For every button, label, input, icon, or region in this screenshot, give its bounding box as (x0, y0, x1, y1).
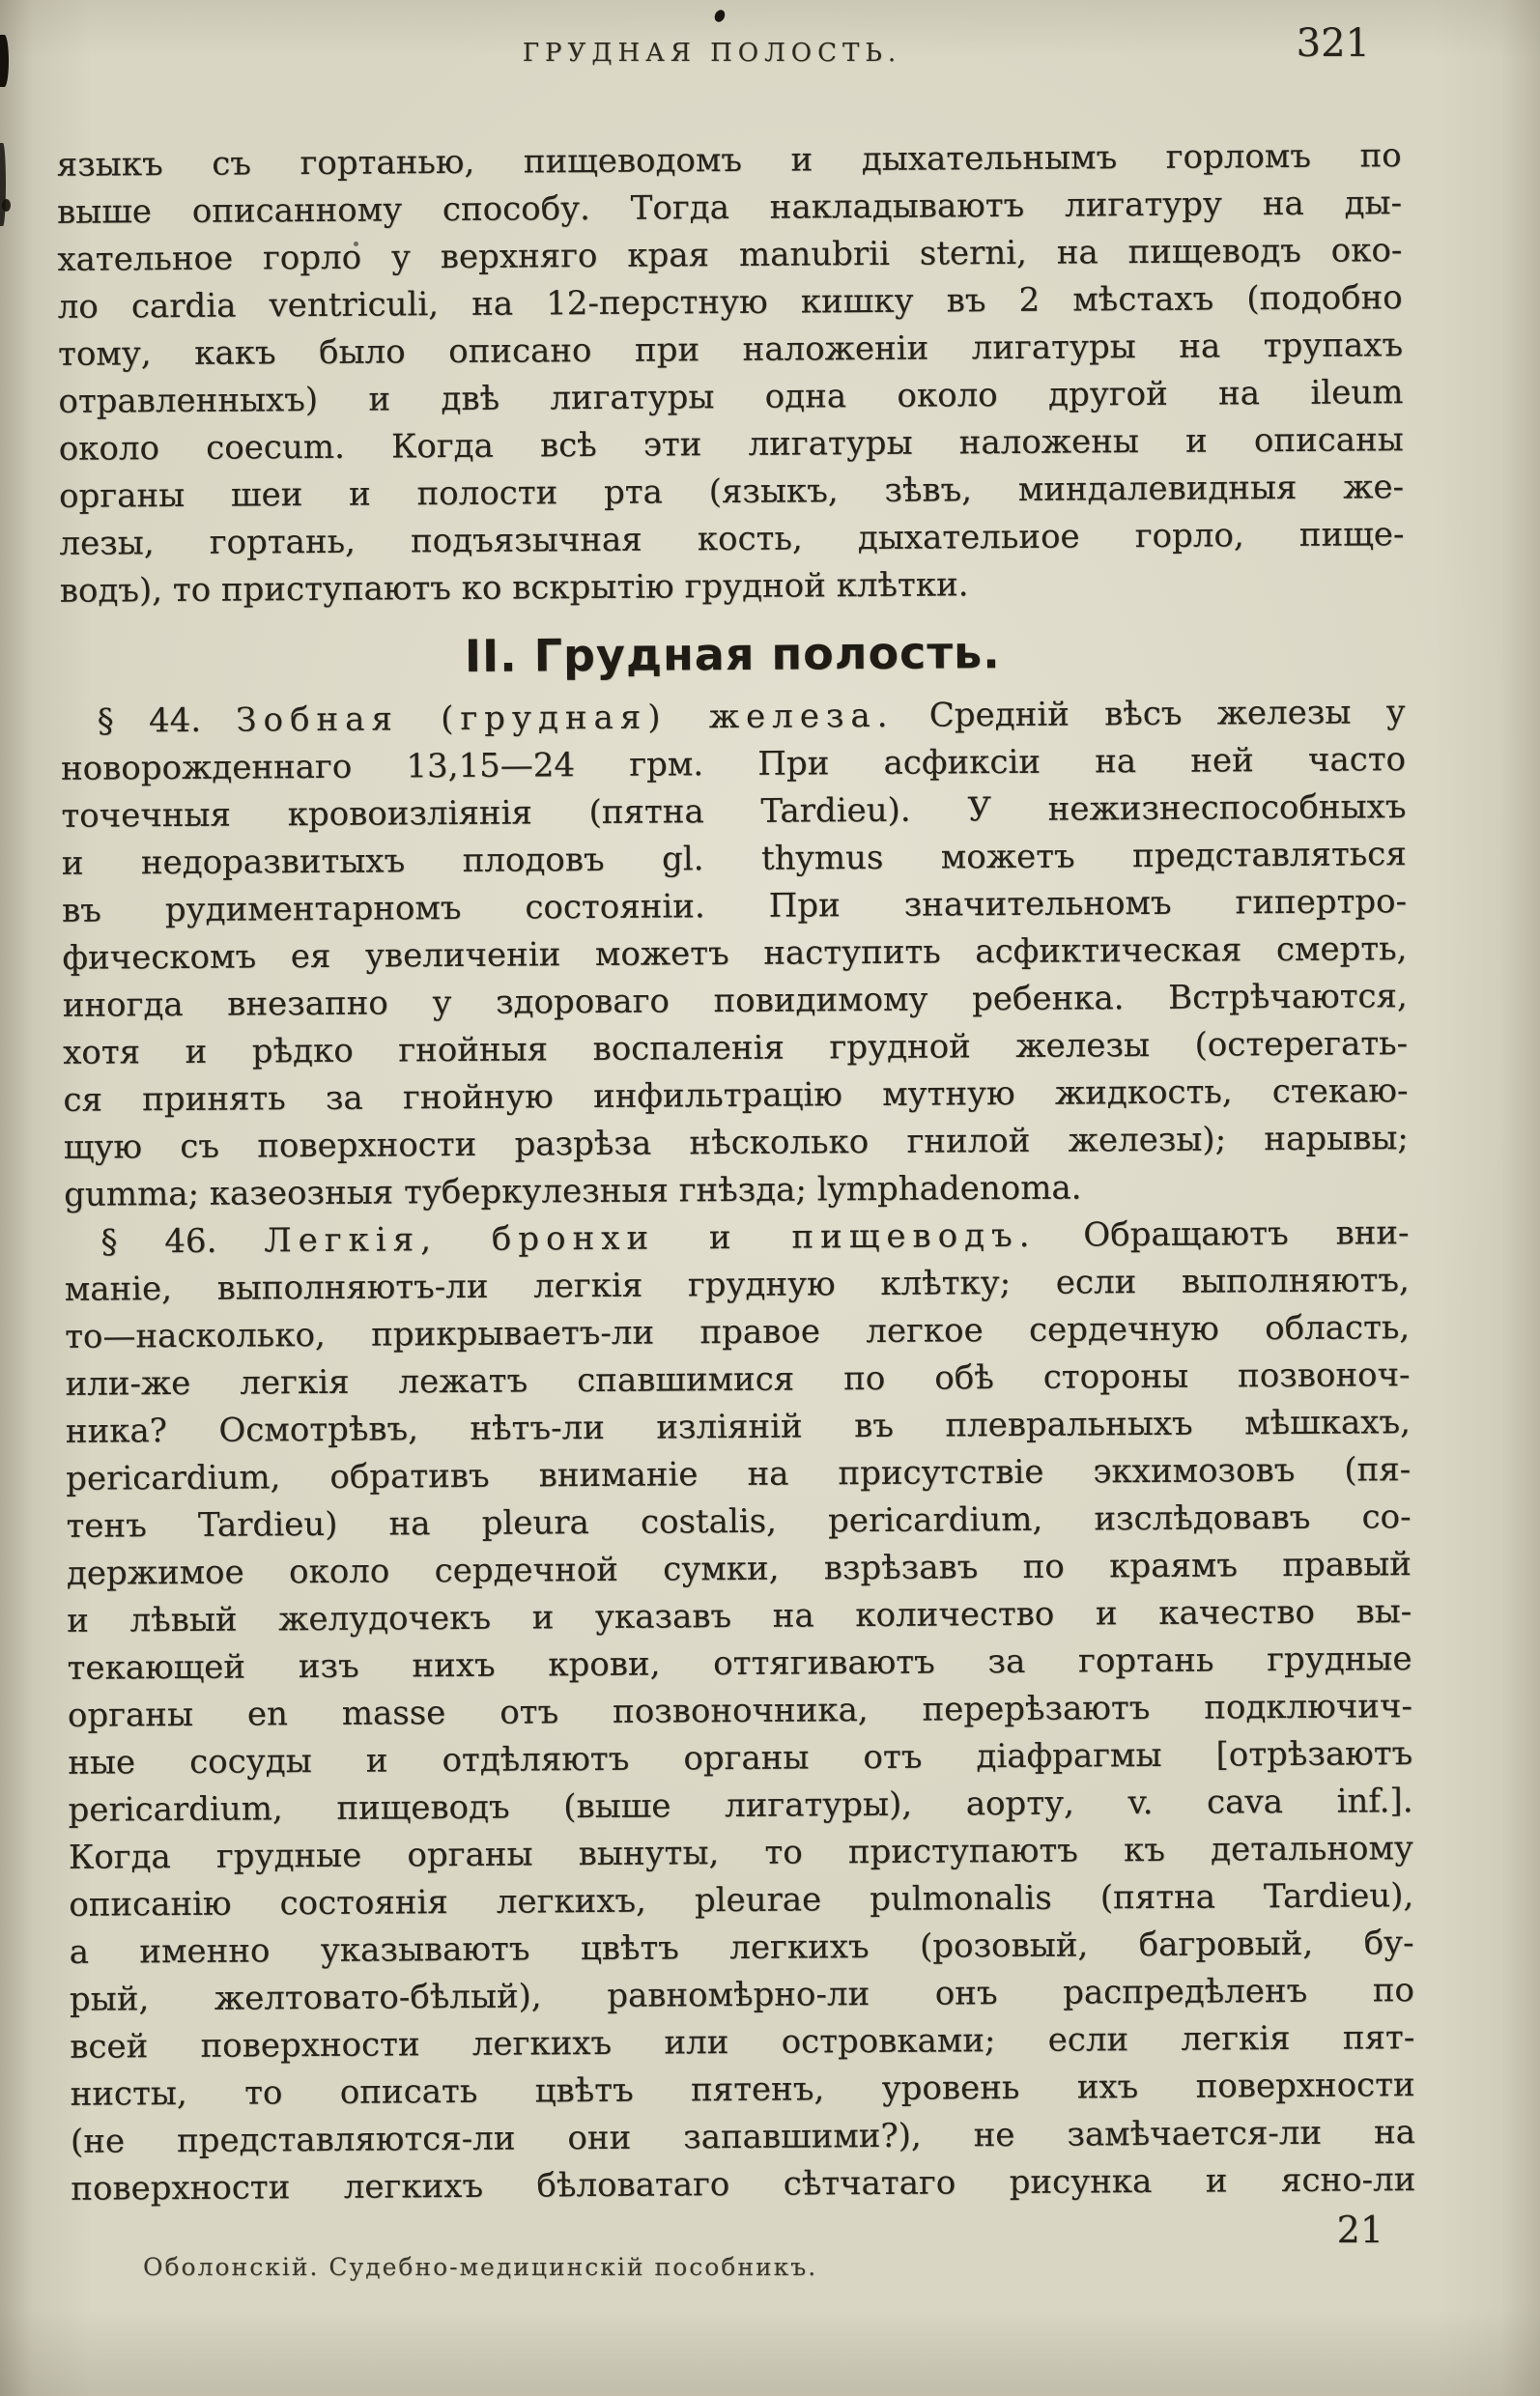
text-line: или-же легкія лежатъ спавшимися по обѣ стороны позвоноч- (65, 1355, 1411, 1404)
text-line: всей поверхности легкихъ или островками; если легкія пят- (70, 2018, 1415, 2067)
text-line: фическомъ ея увеличеніи можетъ наступить асфиктическая смерть, (62, 929, 1408, 978)
text-line: отравленныхъ) и двѣ лигатуры одна около другой на ileum (58, 373, 1404, 421)
text-line: иногда внезапно у здороваго повидимому ребенка. Встрѣчаются, (62, 977, 1408, 1025)
text-line: pericardium, пищеводъ (выше лигатуры), аорту, v. cava inf.]. (68, 1782, 1413, 1830)
text-line: органы en masse отъ позвоночника, перерѣзаютъ подключич- (67, 1687, 1413, 1735)
text-line: маніе, выполняютъ-ли легкія грудную клѣтку; если выполняютъ, (64, 1261, 1410, 1309)
text-line: и недоразвитыхъ плодовъ gl. thymus можетъ представляться (61, 835, 1407, 883)
running-head: ГРУДНАЯ ПОЛОСТЬ. (522, 39, 902, 68)
scan-edge-mark (2, 199, 11, 212)
text-line: тому, какъ было описано при наложеніи лигатуры на трупахъ (57, 326, 1404, 374)
text-line: точечныя кровоизліянія (пятна Tardieu). У нежизнеспособныхъ (61, 787, 1407, 836)
text-line: хательное горло у верхняго края manubrii sterni, на пищеводъ око- (57, 231, 1403, 279)
page-number: 321 (1296, 21, 1370, 66)
text-line: ло cardia ventriculi, на 12-перстную кишку въ 2 мѣстахъ (подобно (57, 278, 1403, 327)
text-line: держимое около сердечной сумки, взрѣзавъ по краямъ правый (66, 1545, 1412, 1593)
text-line: выше описанному способу. Тогда накладываютъ лигатуру на ды- (56, 184, 1403, 232)
text-line: поверхности легкихъ бѣловатаго сѣтчатаго рисунка и ясно-ли (71, 2160, 1416, 2209)
section-title-text: Зобная (грудная) железа. (236, 696, 895, 740)
text-line: и лѣвый желудочекъ и указавъ на количество и качество вы- (67, 1592, 1412, 1640)
text-line: ся принять за гнойную инфильтрацію мутную жидкость, стекаю- (63, 1071, 1409, 1120)
text-line: текающей изъ нихъ крови, оттягиваютъ за гортань грудные (67, 1640, 1412, 1688)
text-line: ные сосуды и отдѣляютъ органы отъ діафрагмы [отрѣзаютъ (68, 1734, 1413, 1783)
paragraph-intro (57, 132, 1405, 615)
footer-imprint: Оболонскій. Судебно-медицинскій пособникъ. (143, 2253, 818, 2281)
text-line: тенъ Tardieu) на pleura costalis, pericardium, изслѣдовавъ со- (66, 1498, 1412, 1546)
text-line: лезы, гортань, подъязычная кость, дыхательиое горло, пище- (59, 515, 1405, 563)
text-line: языкъ съ гортанью, пищеводомъ и дыхательнымъ горломъ по (56, 136, 1402, 185)
text-line: въ рудиментарномъ состояніи. При значительномъ гипертро- (61, 882, 1408, 930)
text-line: то—насколько, прикрываетъ-ли правое легкое сердечную область, (65, 1308, 1411, 1356)
ink-blot (713, 8, 727, 23)
text-line: а именно указываютъ цвѣтъ легкихъ (розовый, багровый, бу- (69, 1924, 1414, 1972)
chapter-heading: II. Грудная полость. (464, 626, 1001, 682)
text-line: новорожденнаго 13,15—24 грм. При асфиксіи на ней часто (60, 740, 1407, 788)
signature-mark: 21 (1336, 2209, 1383, 2251)
section-title-text: Легкія, бронхи и пищеводъ. (264, 1215, 1037, 1261)
text-line: хотя и рѣдко гнойныя воспаленія грудной железы (остерегать- (62, 1024, 1409, 1072)
text-line: водъ), то приступаютъ ко вскрытію грудной клѣтки. (59, 565, 969, 611)
text-line: Когда грудные органы вынуты, то приступаютъ къ детальному (68, 1829, 1414, 1877)
paragraph-section-46 (64, 1210, 1415, 2213)
text-segment: Средній вѣсъ железы у (894, 693, 1406, 735)
text-segment: Обращаютъ вни- (1036, 1213, 1410, 1255)
text-line: ника? Осмотрѣвъ, нѣтъ-ли изліяній въ плевральныхъ мѣшкахъ, (65, 1403, 1411, 1451)
text-line: щую съ поверхности разрѣза нѣсколько гнилой железы); нарывы; (63, 1119, 1409, 1167)
text-line: органы шеи и полости рта (языкъ, зѣвъ, миндалевидныя же- (58, 468, 1405, 516)
text-line: (не представляются-ли они запавшими?), не замѣчается-ли на (70, 2113, 1416, 2161)
text-line: описанію состоянія легкихъ, pleurae pulmonalis (пятна Tardieu), (69, 1876, 1414, 1925)
text-segment: § 44. (97, 700, 237, 741)
text-segment: § 46. (100, 1221, 265, 1262)
text-line: pericardium, обративъ вниманіе на присутствіе экхимозовъ (пя- (66, 1450, 1412, 1498)
text-line: рый, желтовато-бѣлый), равномѣрно-ли онъ распредѣленъ по (69, 1971, 1415, 2019)
text-line: gumma; казеозныя туберкулезныя гнѣзда; lymphadenoma. (64, 1168, 1082, 1214)
scan-edge-mark (0, 143, 6, 226)
paragraph-section-44 (61, 689, 1410, 1219)
text-line: нисты, то описать цвѣтъ пятенъ, уровень ихъ поверхности (70, 2066, 1415, 2114)
page-body (57, 132, 1416, 2213)
text-line: около coecum. Когда всѣ эти лигатуры наложены и описаны (58, 420, 1404, 469)
